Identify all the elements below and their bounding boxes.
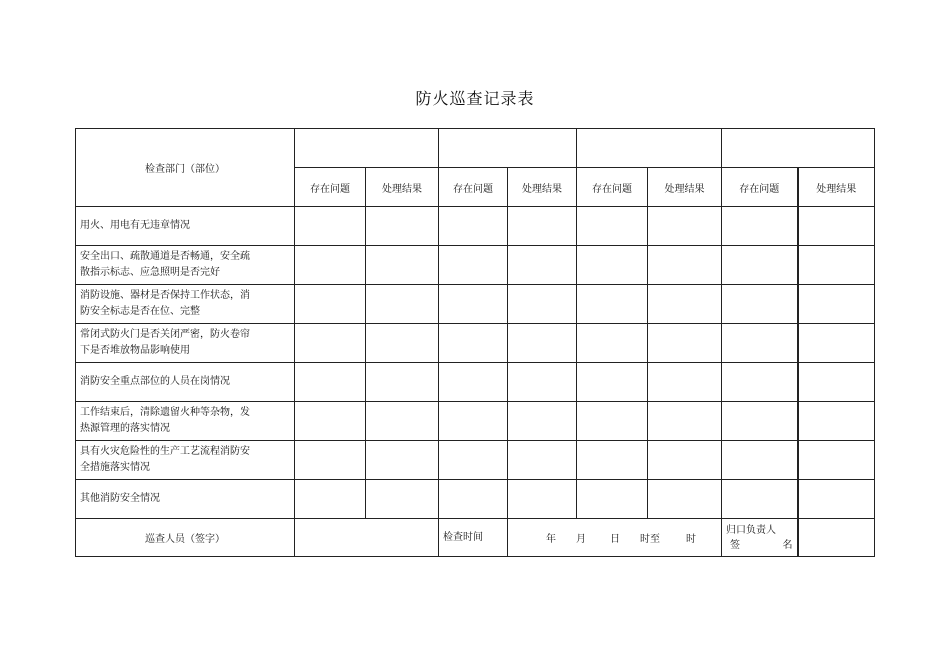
cell[interactable] bbox=[798, 363, 875, 402]
cell[interactable] bbox=[577, 285, 648, 324]
cell[interactable] bbox=[366, 402, 439, 441]
cell[interactable] bbox=[648, 441, 722, 480]
cell[interactable] bbox=[366, 441, 439, 480]
cell[interactable] bbox=[366, 480, 439, 519]
cell[interactable] bbox=[577, 402, 648, 441]
cell[interactable] bbox=[508, 324, 577, 363]
cell[interactable] bbox=[798, 285, 875, 324]
cell[interactable] bbox=[722, 363, 798, 402]
row-label: 消防安全重点部位的人员在岗情况 bbox=[76, 363, 295, 402]
owner-signature-field[interactable] bbox=[798, 519, 875, 557]
owner-label: 归口负责人 bbox=[726, 524, 776, 536]
cell[interactable] bbox=[798, 246, 875, 285]
col-problem-3: 存在问题 bbox=[577, 168, 648, 207]
cell[interactable] bbox=[508, 402, 577, 441]
table-row bbox=[76, 324, 875, 363]
cell[interactable] bbox=[798, 441, 875, 480]
dept-name-cell-3[interactable] bbox=[577, 129, 722, 168]
header-row-departments bbox=[76, 129, 875, 168]
cell[interactable] bbox=[508, 207, 577, 246]
table-row bbox=[76, 363, 875, 402]
col-result-4: 处理结果 bbox=[798, 168, 875, 207]
table-row bbox=[76, 207, 875, 246]
table-row bbox=[76, 441, 875, 480]
cell[interactable] bbox=[295, 441, 366, 480]
hour-to-unit: 时 bbox=[686, 534, 696, 545]
row-label: 常闭式防火门是否关闭严密，防火卷帘 下是否堆放物品影响使用 bbox=[76, 324, 295, 363]
table-row bbox=[76, 246, 875, 285]
cell[interactable] bbox=[439, 402, 508, 441]
table-row bbox=[76, 402, 875, 441]
cell[interactable] bbox=[798, 402, 875, 441]
cell[interactable] bbox=[648, 480, 722, 519]
cell[interactable] bbox=[722, 402, 798, 441]
time-label-cell bbox=[439, 519, 508, 557]
cell[interactable] bbox=[439, 441, 508, 480]
cell[interactable] bbox=[295, 285, 366, 324]
dept-name-cell-2[interactable] bbox=[439, 129, 577, 168]
cell[interactable] bbox=[798, 207, 875, 246]
month-unit: 月 bbox=[576, 534, 586, 545]
row-label: 用火、用电有无违章情况 bbox=[76, 207, 295, 246]
cell[interactable] bbox=[366, 207, 439, 246]
col-problem-2: 存在问题 bbox=[439, 168, 508, 207]
patrol-signature-field[interactable] bbox=[295, 519, 439, 557]
row-label: 消防设施、器材是否保持工作状态，消 防安全标志是否在位、完整 bbox=[76, 285, 295, 324]
cell[interactable] bbox=[366, 246, 439, 285]
row-label: 其他消防安全情况 bbox=[76, 480, 295, 519]
cell[interactable] bbox=[648, 363, 722, 402]
col-result-2: 处理结果 bbox=[508, 168, 577, 207]
dept-label: 检查部门（部位） bbox=[145, 164, 225, 175]
dept-name-cell-4[interactable] bbox=[722, 129, 875, 168]
cell[interactable] bbox=[295, 363, 366, 402]
cell[interactable] bbox=[439, 324, 508, 363]
cell[interactable] bbox=[722, 480, 798, 519]
cell[interactable] bbox=[508, 285, 577, 324]
cell[interactable] bbox=[439, 246, 508, 285]
table-row bbox=[76, 285, 875, 324]
table-row bbox=[76, 480, 875, 519]
col-problem-4: 存在问题 bbox=[722, 168, 798, 207]
cell[interactable] bbox=[295, 480, 366, 519]
owner-label-cell: 归口负责人 签 名 bbox=[722, 519, 798, 557]
cell[interactable] bbox=[648, 402, 722, 441]
dept-name-cell-1[interactable] bbox=[295, 129, 439, 168]
patrol-record-table bbox=[75, 128, 875, 557]
cell[interactable] bbox=[577, 363, 648, 402]
cell[interactable] bbox=[648, 285, 722, 324]
cell[interactable] bbox=[722, 441, 798, 480]
hour-from-unit: 时至 bbox=[640, 534, 660, 545]
cell[interactable] bbox=[648, 207, 722, 246]
col-result-1: 处理结果 bbox=[366, 168, 439, 207]
dept-label-cell bbox=[76, 129, 295, 207]
cell[interactable] bbox=[798, 324, 875, 363]
year-unit: 年 bbox=[546, 534, 556, 545]
page-title: 防火巡查记录表 bbox=[415, 89, 535, 108]
cell[interactable] bbox=[439, 285, 508, 324]
patrol-label: 巡查人员（签字） bbox=[145, 534, 225, 545]
cell[interactable] bbox=[577, 246, 648, 285]
cell[interactable] bbox=[439, 480, 508, 519]
cell[interactable] bbox=[508, 363, 577, 402]
cell[interactable] bbox=[722, 285, 798, 324]
cell[interactable] bbox=[439, 207, 508, 246]
cell[interactable] bbox=[295, 402, 366, 441]
cell[interactable] bbox=[439, 363, 508, 402]
row-label: 具有火灾危险性的生产工艺流程消防安 全措施落实情况 bbox=[76, 441, 295, 480]
row-label: 安全出口、疏散通道是否畅通，安全疏 散指示标志、应急照明是否完好 bbox=[76, 246, 295, 285]
cell[interactable] bbox=[577, 480, 648, 519]
cell[interactable] bbox=[722, 324, 798, 363]
patrol-label-cell bbox=[76, 519, 295, 557]
cell[interactable] bbox=[648, 324, 722, 363]
check-time-field[interactable] bbox=[508, 519, 722, 557]
time-label: 检查时间 bbox=[443, 531, 483, 543]
cell[interactable] bbox=[366, 363, 439, 402]
cell[interactable] bbox=[366, 324, 439, 363]
cell[interactable] bbox=[508, 441, 577, 480]
cell[interactable] bbox=[648, 246, 722, 285]
cell[interactable] bbox=[577, 207, 648, 246]
footer-row bbox=[76, 519, 875, 557]
cell[interactable] bbox=[295, 246, 366, 285]
row-label: 工作结束后，清除遗留火种等杂物，发 热源管理的落实情况 bbox=[76, 402, 295, 441]
col-result-3: 处理结果 bbox=[648, 168, 722, 207]
cell[interactable] bbox=[295, 207, 366, 246]
cell[interactable] bbox=[508, 480, 577, 519]
cell[interactable] bbox=[798, 480, 875, 519]
cell[interactable] bbox=[722, 246, 798, 285]
cell[interactable] bbox=[295, 324, 366, 363]
col-problem-1: 存在问题 bbox=[295, 168, 366, 207]
cell[interactable] bbox=[366, 285, 439, 324]
cell[interactable] bbox=[577, 441, 648, 480]
cell[interactable] bbox=[508, 246, 577, 285]
cell[interactable] bbox=[577, 324, 648, 363]
day-unit: 日 bbox=[610, 534, 620, 545]
cell[interactable] bbox=[722, 207, 798, 246]
